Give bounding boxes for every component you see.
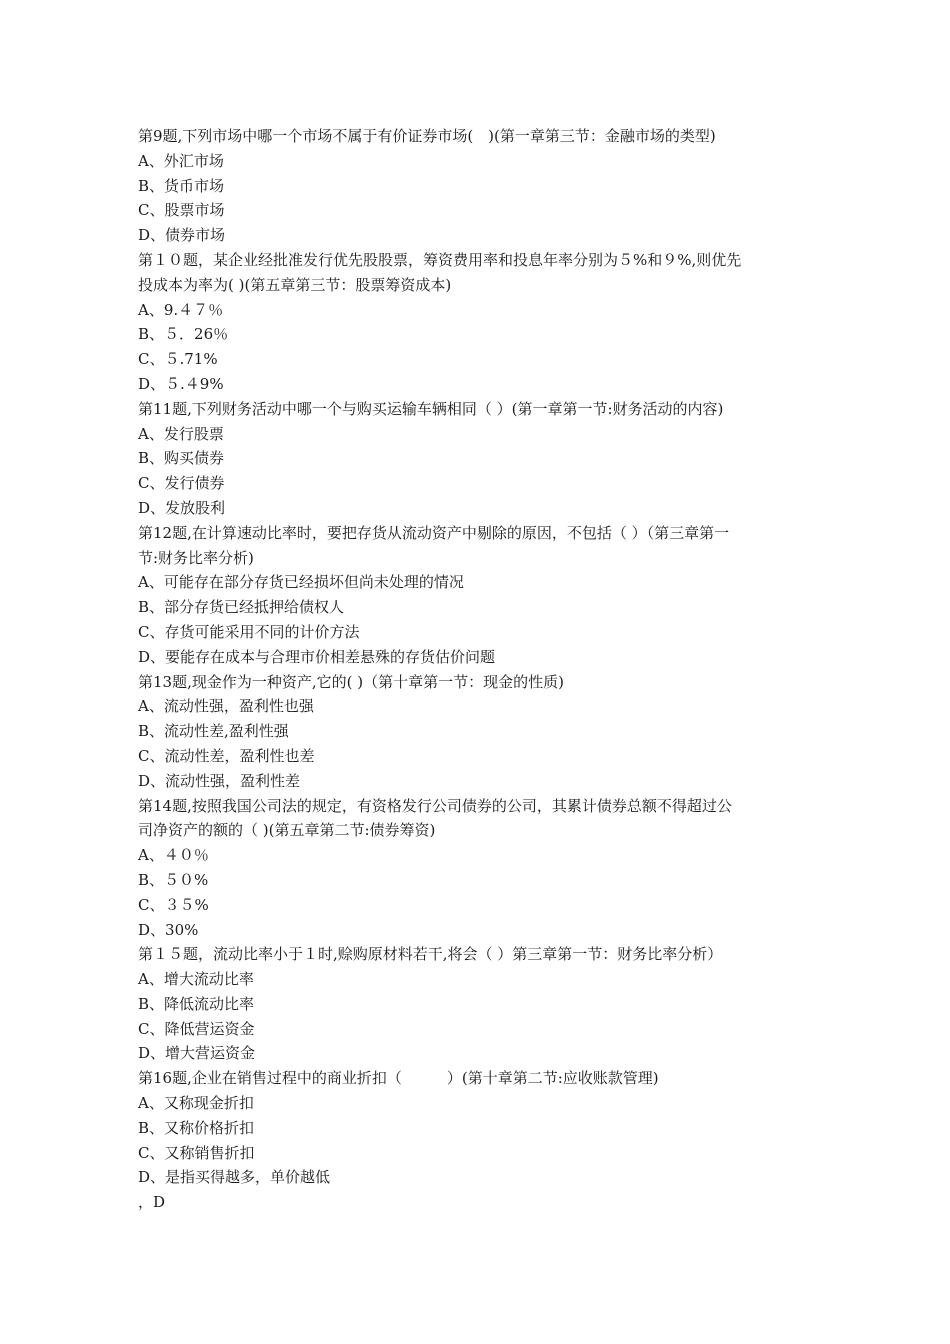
option-c: C、５.71% bbox=[138, 350, 218, 369]
question-14-line-1: 第14题,按照我国公司法的规定，有资格发行公司债券的公司，其累计债券总额不得超过公 bbox=[138, 796, 732, 815]
option-b: B、流动性差,盈利性强 bbox=[138, 722, 289, 741]
option-b: B、降低流动比率 bbox=[138, 994, 255, 1013]
option-d: D、流动性强，盈利性差 bbox=[138, 771, 301, 790]
question-15: 第１５题，流动比率小于１时,赊购原材料若干,将会（ ）第三章第一节：财务比率分析） bbox=[138, 945, 723, 964]
option-a: A、可能存在部分存货已经损坏但尚未处理的情况 bbox=[138, 573, 464, 592]
option-a: A、发行股票 bbox=[138, 424, 224, 443]
question-10-line-2: 投成本为率为( )(第五章第三节：股票筹资成本) bbox=[138, 275, 452, 294]
question-list bbox=[138, 124, 818, 1215]
option-d: D、增大营运资金 bbox=[138, 1044, 256, 1063]
option-a: A、9.４７％ bbox=[138, 300, 224, 319]
option-c: C、又称销售折扣 bbox=[138, 1143, 255, 1162]
option-d: D、发放股利 bbox=[138, 498, 226, 517]
option-b: B、购买债券 bbox=[138, 449, 225, 468]
option-d: D、30% bbox=[138, 920, 199, 939]
question-16: 第16题,企业在销售过程中的商业折扣（ ）(第十章第二节:应收账款管理) bbox=[138, 1069, 659, 1088]
option-b: B、又称价格折扣 bbox=[138, 1118, 255, 1137]
option-b: B、部分存货已经抵押给债权人 bbox=[138, 598, 345, 617]
option-d: D、是指买得越多，单价越低 bbox=[138, 1168, 331, 1187]
option-d: D、要能存在成本与合理市价相差悬殊的存货估价问题 bbox=[138, 647, 496, 666]
option-a: A、增大流动比率 bbox=[138, 970, 254, 989]
option-c: C、发行债券 bbox=[138, 474, 225, 493]
option-b: B、５．26％ bbox=[138, 325, 229, 344]
question-11: 第11题,下列财务活动中哪一个与购买运输车辆相同（ ）(第一章第一节:财务活动的内容) bbox=[138, 399, 724, 418]
option-c: C、流动性差，盈利性也差 bbox=[138, 746, 315, 765]
option-c: C、降低营运资金 bbox=[138, 1019, 255, 1038]
option-a: A、流动性强，盈利性也强 bbox=[138, 697, 314, 716]
question-10-line-1: 第１０题，某企业经批准发行优先股股票，筹资费用率和投息年率分别为５%和９%,则优先 bbox=[138, 250, 742, 269]
option-b: B、５０% bbox=[138, 870, 209, 889]
question-9: 第9题,下列市场中哪一个市场不属于有价证券市场( )(第一章第三节：金融市场的类型) bbox=[138, 127, 716, 145]
question-14-line-2: 司净资产的额的（ )(第五章第二节:债券筹资) bbox=[138, 821, 436, 840]
option-c: C、３５% bbox=[138, 895, 209, 914]
question-12-line-1: 第12题,在计算速动比率时，要把存货从流动资产中剔除的原因，不包括（ ）（第三章第一 bbox=[138, 523, 730, 542]
question-12-line-2: 节:财务比率分析) bbox=[138, 548, 254, 567]
option-a: A、４０％ bbox=[138, 846, 209, 865]
option-a: A、又称现金折扣 bbox=[138, 1094, 254, 1113]
option-d: D、５.４9% bbox=[138, 374, 224, 393]
option-b: B、货币市场 bbox=[138, 176, 225, 195]
question-13: 第13题,现金作为一种资产,它的( )（第十章第一节：现金的性质) bbox=[138, 672, 564, 691]
answer-fragment: ，D bbox=[138, 1193, 166, 1212]
option-c: C、存货可能采用不同的计价方法 bbox=[138, 622, 360, 641]
option-a: A、外汇市场 bbox=[138, 151, 224, 170]
option-c: C、股票市场 bbox=[138, 201, 225, 220]
option-d: D、债券市场 bbox=[138, 226, 226, 245]
